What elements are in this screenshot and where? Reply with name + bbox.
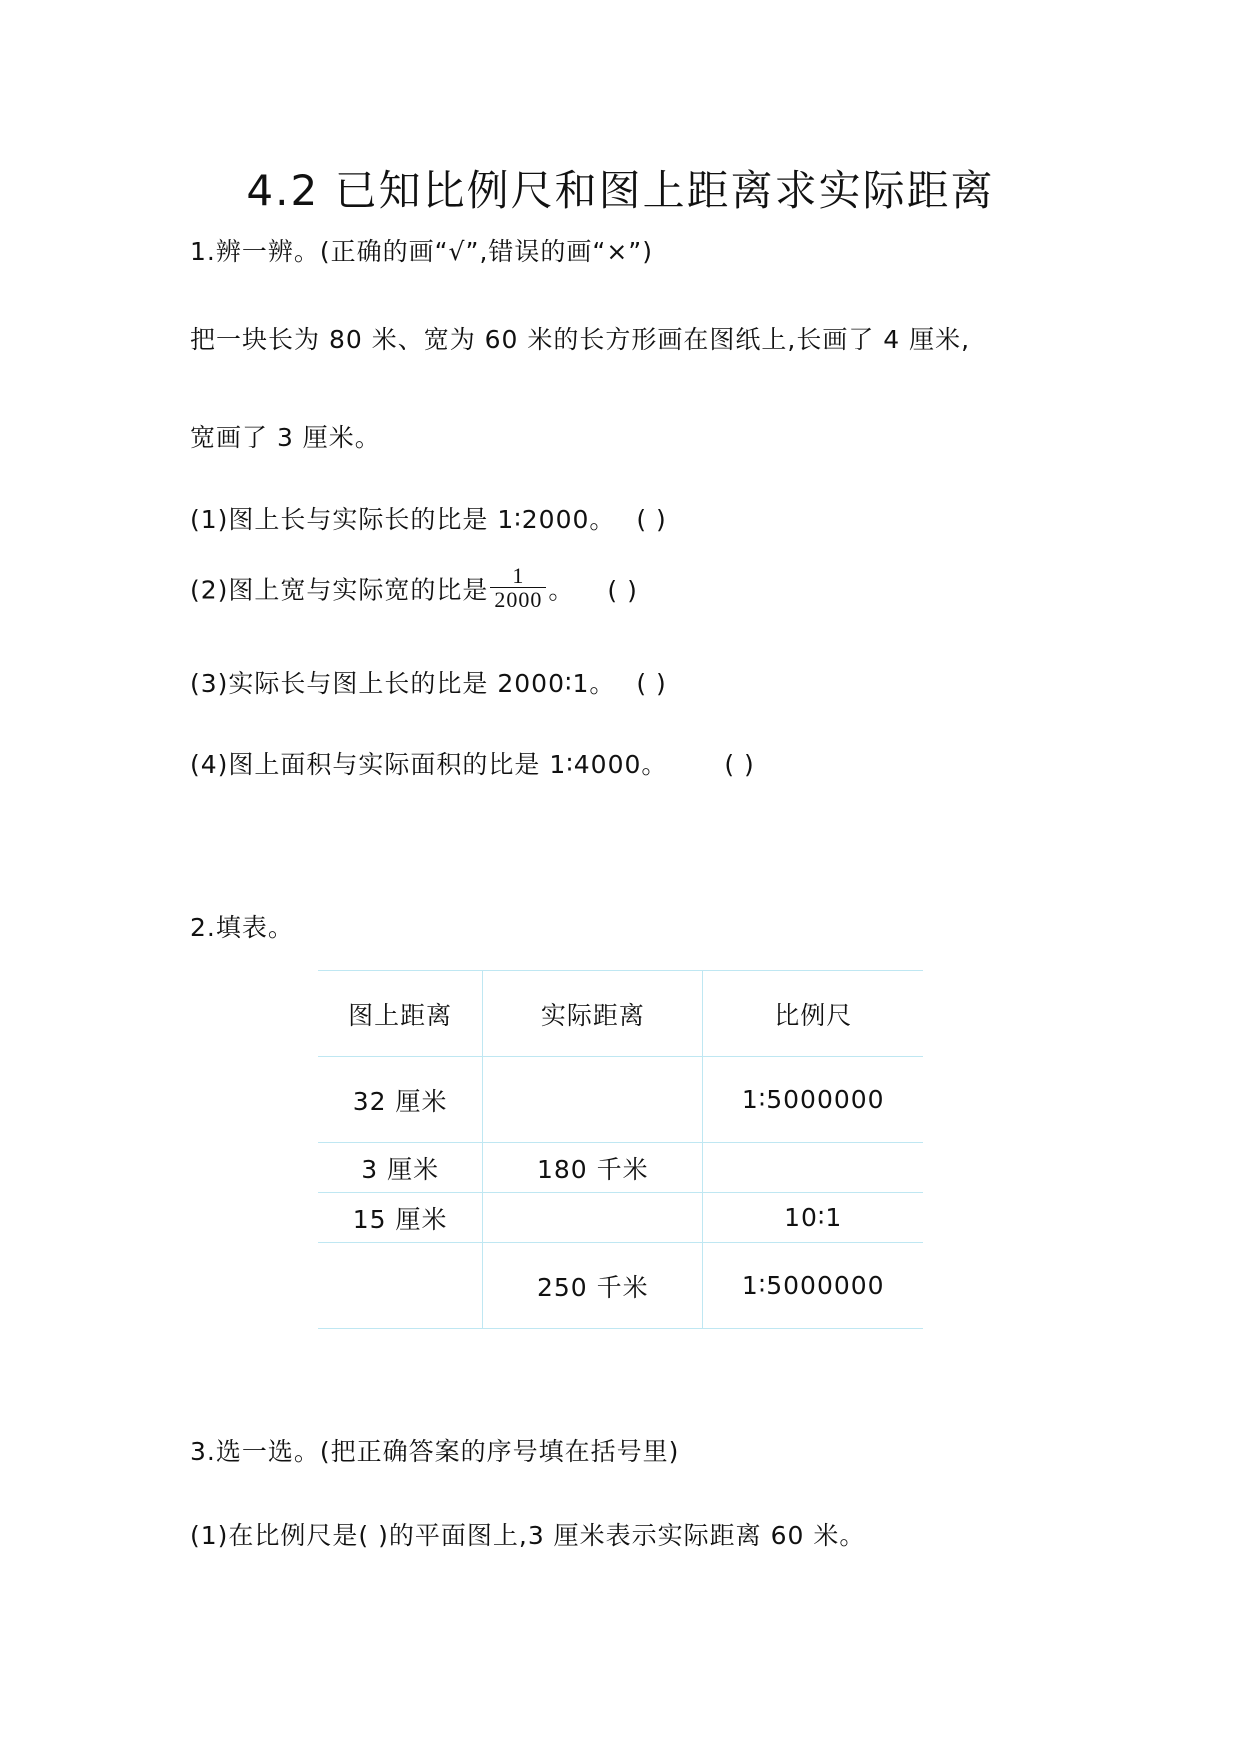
table-header-row <box>318 971 923 1057</box>
table-header-cell: 实际距离 <box>483 971 703 1057</box>
section3-heading: 3.选一选。(把正确答案的序号填在括号里) <box>190 1437 680 1466</box>
table-row <box>318 1143 923 1193</box>
fill-table <box>318 970 923 1329</box>
table-header-cell: 图上距离 <box>318 971 483 1057</box>
question-1-1 <box>190 500 667 536</box>
question-1-1-text: (1)图上长与实际长的比是 1∶2000。 <box>190 505 616 534</box>
table-cell: 3 厘米 <box>318 1143 483 1193</box>
answer-bracket[interactable]: ( ) <box>636 505 667 534</box>
fraction <box>490 564 546 611</box>
question-1-3-text: (3)实际长与图上长的比是 2000∶1。 <box>190 669 616 698</box>
question-1-2-text: (2)图上宽与实际宽的比是 <box>190 575 489 605</box>
question-1-2-suffix: 。 <box>548 575 575 605</box>
question-3-1: (1)在比例尺是( )的平面图上,3 厘米表示实际距离 60 米。 <box>190 1521 866 1550</box>
table-cell: 180 千米 <box>483 1143 703 1193</box>
table-row <box>318 1243 923 1329</box>
table-cell-blank[interactable] <box>483 1193 703 1243</box>
table-cell-blank[interactable] <box>483 1057 703 1143</box>
table-cell-blank[interactable] <box>703 1143 923 1193</box>
section2-heading: 2.填表。 <box>190 913 294 942</box>
table-cell: 250 千米 <box>483 1243 703 1329</box>
table-cell-blank[interactable] <box>318 1243 483 1329</box>
question-1-3 <box>190 664 667 700</box>
table-cell: 1∶5000000 <box>703 1243 923 1329</box>
section1-paragraph-line2: 宽画了 3 厘米。 <box>190 423 381 452</box>
fraction-denominator: 2000 <box>490 587 546 611</box>
answer-bracket[interactable]: ( ) <box>607 575 638 605</box>
table-row <box>318 1057 923 1143</box>
question-1-4-text: (4)图上面积与实际面积的比是 1∶4000。 <box>190 750 668 779</box>
table-cell: 1∶5000000 <box>703 1057 923 1143</box>
section1-heading: 1.辨一辨。(正确的画“√”,错误的画“×”) <box>190 237 653 266</box>
question-1-4 <box>190 745 755 781</box>
table-row <box>318 1193 923 1243</box>
section1-paragraph-line1: 把一块长为 80 米、宽为 60 米的长方形画在图纸上,长画了 4 厘米, <box>190 325 971 354</box>
table-cell: 32 厘米 <box>318 1057 483 1143</box>
fraction-numerator: 1 <box>512 563 525 588</box>
answer-bracket[interactable]: ( ) <box>636 669 667 698</box>
answer-bracket[interactable]: ( ) <box>724 750 755 779</box>
table-header-cell: 比例尺 <box>703 971 923 1057</box>
question-1-2 <box>190 563 638 615</box>
page-title: 4.2 已知比例尺和图上距离求实际距离 <box>246 166 995 215</box>
table-cell: 15 厘米 <box>318 1193 483 1243</box>
table-cell: 10∶1 <box>703 1193 923 1243</box>
